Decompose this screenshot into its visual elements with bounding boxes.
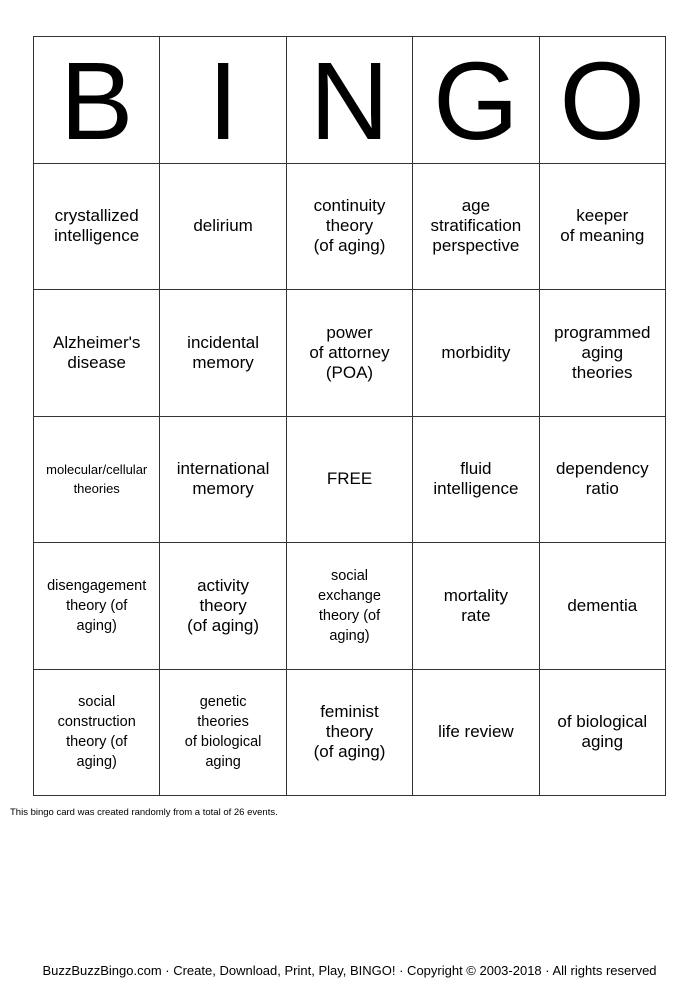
bingo-square: [160, 417, 286, 544]
bingo-square-text: disengagement theory (of aging): [47, 577, 147, 634]
bingo-square: [34, 164, 160, 291]
bingo-square: [34, 417, 160, 544]
bingo-square: [540, 290, 666, 417]
bingo-square-text: molecular/cellular theories: [46, 462, 148, 497]
bingo-square: [34, 290, 160, 417]
bingo-square-text: feminist theory (of aging): [313, 702, 386, 762]
bingo-square: [413, 290, 539, 417]
bingo-square-text: social exchange theory (of aging): [318, 567, 381, 644]
bingo-square: [160, 164, 286, 291]
bingo-square: [413, 543, 539, 670]
bingo-square: [413, 417, 539, 544]
bingo-square: [287, 417, 413, 544]
bingo-square-text: keeper of meaning: [560, 206, 645, 246]
bingo-square: [413, 670, 539, 797]
bingo-square: [287, 164, 413, 291]
bingo-square-text: activity theory (of aging): [187, 575, 259, 635]
header-letter-n: N: [287, 37, 413, 164]
header-letter-b: B: [34, 37, 160, 164]
bingo-square-text: dementia: [567, 595, 638, 615]
header-letter-i: I: [160, 37, 286, 164]
bingo-square: [160, 670, 286, 797]
bingo-square-text: programmed aging theories: [554, 322, 651, 382]
bingo-square: [160, 543, 286, 670]
bingo-square-text: delirium: [193, 216, 253, 236]
bingo-square-text: continuity theory (of aging): [313, 196, 386, 256]
bingo-square-text: dependency ratio: [555, 459, 649, 499]
bingo-square-text: power of attorney (POA): [309, 322, 390, 382]
bingo-square: [34, 543, 160, 670]
bingo-square-text: mortality rate: [443, 585, 508, 625]
header-letter-o: O: [540, 37, 666, 164]
bingo-square: [160, 290, 286, 417]
card-note: This bingo card was created randomly from a total of 26 events.: [10, 807, 278, 818]
bingo-square-text: Alzheimer's disease: [53, 332, 141, 372]
page-footer: BuzzBuzzBingo.com · Create, Download, Print, Play, BINGO! · Copyright © 2003-2018 · All rights reserved: [42, 963, 657, 978]
bingo-square-text: of biological aging: [557, 712, 648, 752]
bingo-card: [33, 36, 666, 796]
bingo-square-text: international memory: [176, 459, 270, 499]
bingo-square: [287, 543, 413, 670]
bingo-square: [540, 670, 666, 797]
bingo-square: [540, 543, 666, 670]
bingo-square: [540, 164, 666, 291]
bingo-square-text: FREE: [326, 469, 373, 489]
bingo-square-text: genetic theories of biological aging: [184, 694, 262, 771]
bingo-square-text: morbidity: [441, 342, 511, 362]
bingo-square-text: age stratification perspective: [430, 196, 522, 256]
bingo-square-text: fluid intelligence: [433, 459, 519, 499]
bingo-square: [287, 670, 413, 797]
bingo-square: [34, 670, 160, 797]
bingo-square-text: social construction theory (of aging): [57, 694, 136, 771]
bingo-square: [287, 290, 413, 417]
bingo-square-text: life review: [438, 722, 514, 742]
header-letter-g: G: [413, 37, 539, 164]
bingo-square-text: crystallized intelligence: [54, 206, 140, 246]
bingo-square-text: incidental memory: [187, 332, 259, 372]
bingo-square: [540, 417, 666, 544]
bingo-square: [413, 164, 539, 291]
